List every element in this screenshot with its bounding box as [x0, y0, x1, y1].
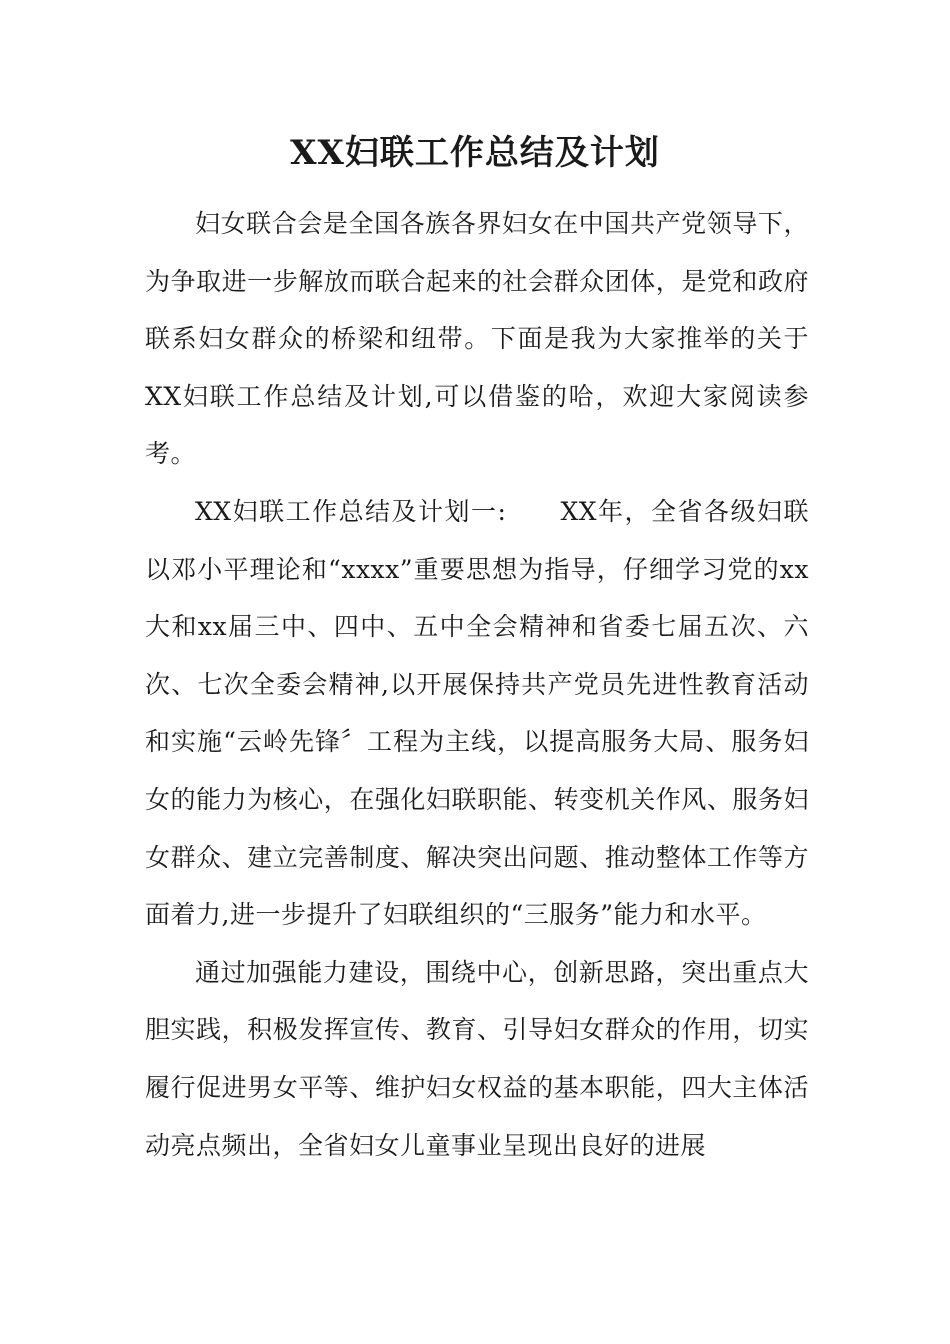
paragraph-intro: 妇女联合会是全国各族各界妇女在中国共产党领导下，为争取进一步解放而联合起来的社会群众团体，是党和政府联系妇女群众的桥梁和纽带。下面是我为大家推举的关于XX妇联工作总结及计划,可以借鉴的哈，欢迎大家阅读参考。: [145, 209, 809, 469]
paragraph-summary-one: XX妇联工作总结及计划一: XX年，全省各级妇联以邓小平理论和“xxxx”重要思想为指导，仔细学习党的xx大和xx届三中、四中、五中全会精神和省委七届五次、六次、七次全委会精神,以开展保持共产党员先进性教育活动和实施“云岭先锋〞工程为主线，以提高服务大局、服务妇女的能力为核心，在强化妇联职能、转变机关作风、服务妇女群众、建立完善制度、解决突出问题、推动整体工作等方面着力,进一步提升了妇联组织的“三服务”能力和水平。: [145, 496, 809, 930]
document-title: XX妇联工作总结及计划: [290, 133, 660, 173]
document-body: [145, 195, 809, 1174]
paragraph-capability: 通过加强能力建设，围绕中心，创新思路，突出重点大胆实践，积极发挥宣传、教育、引导妇女群众的作用，切实履行促进男女平等、维护妇女权益的基本职能，四大主体活动亮点频出，全省妇女儿童事业呈现出良好的进展: [145, 957, 809, 1160]
